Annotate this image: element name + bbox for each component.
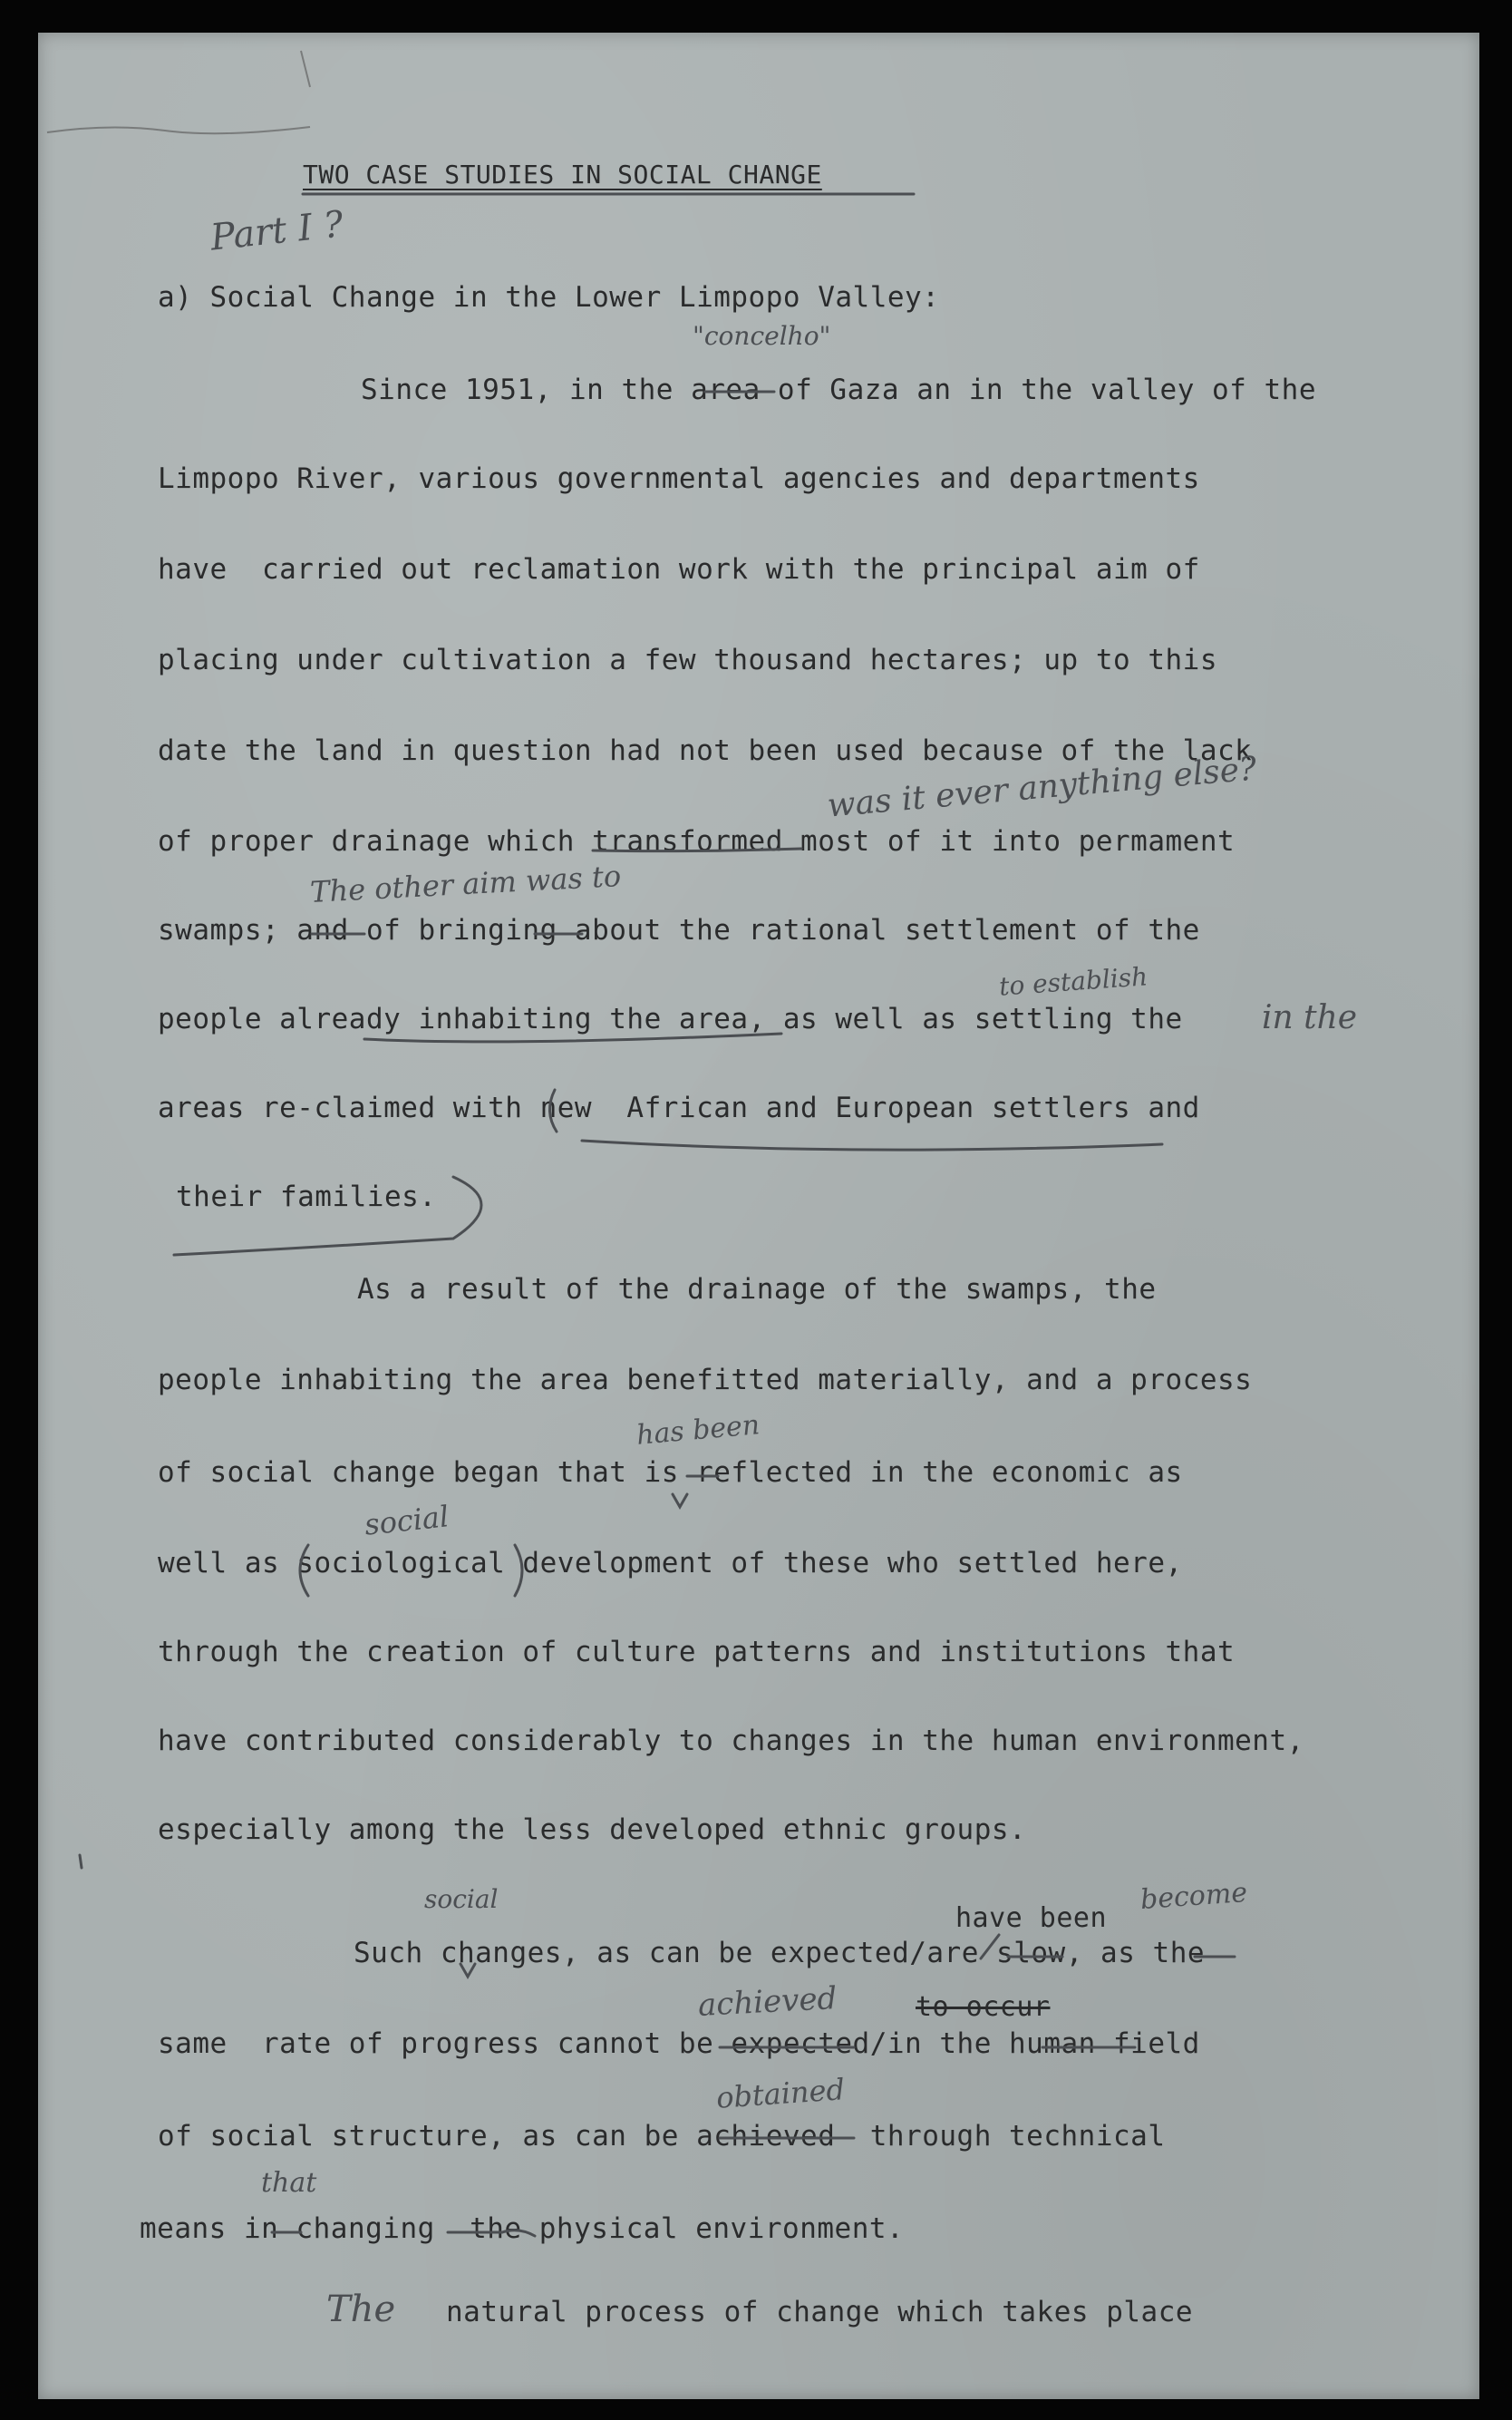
handnote-become: become bbox=[1139, 1876, 1249, 1917]
text-line: areas re-claimed with new African and European settlers and bbox=[158, 1092, 1200, 1124]
handnote-that: that bbox=[261, 2167, 317, 2199]
handnote-was-it-ever: was it ever anything else? bbox=[826, 750, 1258, 825]
text-line: means in changing the physical environment. bbox=[140, 2212, 905, 2245]
text-line: same rate of progress cannot be expected/in the human field bbox=[158, 2027, 1200, 2060]
text-line: well as sociological development of these who settled here, bbox=[158, 1547, 1183, 1579]
text-line: Limpopo River, various governmental agencies and departments bbox=[158, 462, 1200, 495]
text-line: to occur bbox=[916, 1991, 1051, 2023]
text-line: have contributed considerably to changes in the human environment, bbox=[158, 1725, 1304, 1757]
text-line: date the land in question had not been used because of the lack bbox=[158, 734, 1253, 767]
handnote-establish: to establish bbox=[998, 961, 1149, 1002]
text-line: As a result of the drainage of the swamps, the bbox=[357, 1273, 1157, 1306]
text-line: especially among the less developed ethnic groups. bbox=[158, 1813, 1027, 1846]
text-line: Such changes, as can be expected/are slow, as the bbox=[354, 1937, 1206, 1969]
text-line: of social structure, as can be achieved through technical bbox=[158, 2120, 1166, 2153]
document-title: TWO CASE STUDIES IN SOCIAL CHANGE bbox=[303, 160, 822, 190]
handnote-other-aim: The other aim was to bbox=[309, 859, 622, 909]
text-line: swamps; and of bringing about the rational settlement of the bbox=[158, 914, 1200, 947]
part-annotation: Part I ? bbox=[208, 203, 345, 259]
text-line: natural process of change which takes place bbox=[446, 2296, 1194, 2328]
text-line: placing under cultivation a few thousand hectares; up to this bbox=[158, 644, 1217, 676]
section-heading: a) Social Change in the Lower Limpopo Valley: bbox=[158, 281, 940, 314]
document-page bbox=[38, 33, 1479, 2399]
handnote-has-been: has been bbox=[635, 1409, 761, 1452]
handnote-the: The bbox=[326, 2289, 396, 2330]
handnote-social: social bbox=[363, 1499, 451, 1542]
text-line: through the creation of culture patterns and institutions that bbox=[158, 1636, 1236, 1668]
text-line: Since 1951, in the area of Gaza an in the valley of the bbox=[361, 374, 1316, 406]
text-line: have carried out reclamation work with the principal aim of bbox=[158, 553, 1200, 586]
text-line: people already inhabiting the area, as well as settling the bbox=[158, 1003, 1183, 1035]
text-line: have been bbox=[955, 1902, 1108, 1934]
handnote-social-2: social bbox=[424, 1884, 499, 1914]
handnote-concelho: "concelho" bbox=[693, 321, 831, 351]
handnote-achieved: achieved bbox=[697, 1980, 838, 2024]
handnote-obtained: obtained bbox=[714, 2072, 847, 2115]
text-line: of social change began that is reflected in the economic as bbox=[158, 1456, 1183, 1489]
text-line: of proper drainage which transformed most of it into permament bbox=[158, 825, 1236, 858]
handnote-in-the: in the bbox=[1262, 999, 1358, 1036]
text-line: people inhabiting the area benefitted materially, and a process bbox=[158, 1364, 1253, 1396]
text-line: their families. bbox=[176, 1181, 437, 1213]
